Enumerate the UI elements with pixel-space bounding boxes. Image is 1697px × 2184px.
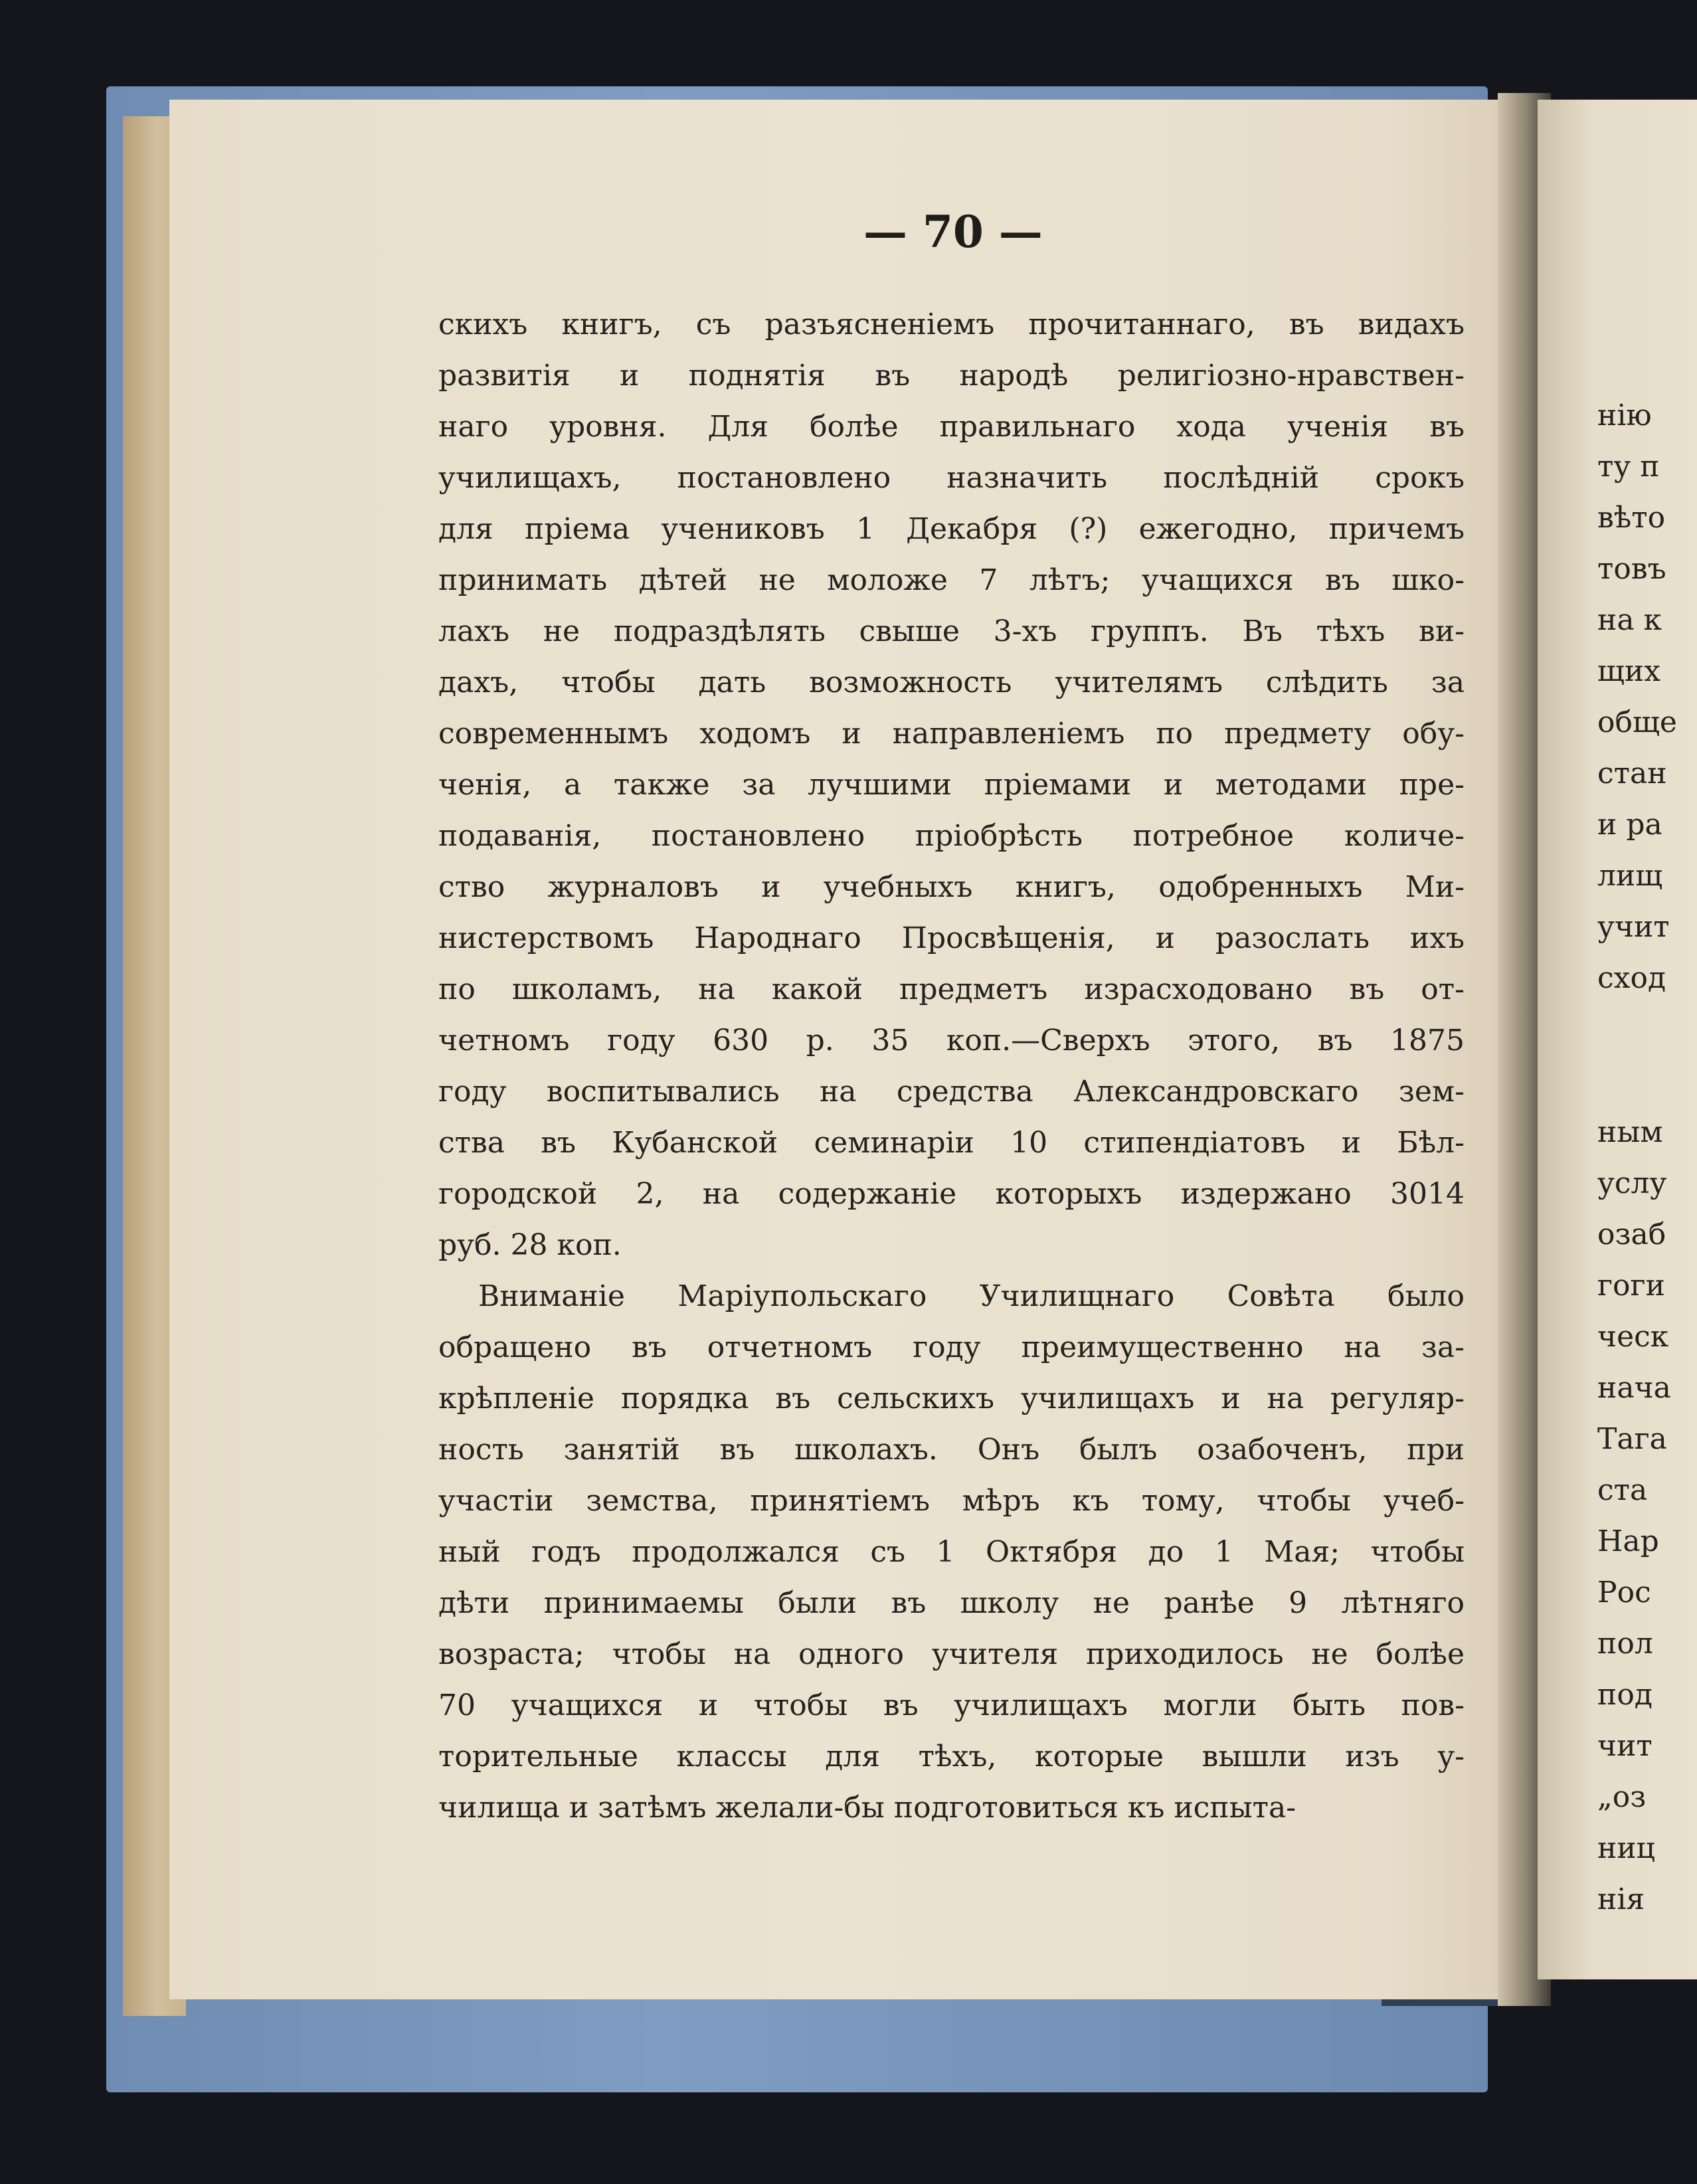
text-line: крѣпленiе порядка въ сельскихъ училищахъ и на регуляр- [438, 1382, 1465, 1415]
text-line: дѣти принимаемы были въ школу не ранѣе 9 лѣтняго [438, 1586, 1465, 1620]
next-page-line: на к [1597, 603, 1662, 637]
next-page-line: услу [1597, 1166, 1667, 1200]
next-page-line: ста [1597, 1473, 1648, 1507]
next-page-line: вѣто [1597, 501, 1666, 535]
next-page-line: ческ [1597, 1320, 1669, 1354]
right-page-fragment [1538, 100, 1697, 1979]
text-line: ство журналовъ и учебныхъ книгъ, одобренныхъ Ми- [438, 870, 1465, 904]
next-page-line: нача [1597, 1371, 1671, 1405]
next-page-line: ниц [1597, 1831, 1655, 1865]
text-line: четномъ году 630 р. 35 коп.—Сверхъ этого, въ 1875 [438, 1024, 1465, 1057]
next-page-line: товъ [1597, 552, 1666, 586]
next-page-line: чит [1597, 1729, 1652, 1763]
text-line: ный годъ продолжался съ 1 Октября до 1 Мая; чтобы [438, 1535, 1465, 1569]
text-line: скихъ книгъ, съ разъясненiемъ прочитаннаго, въ видахъ [438, 308, 1465, 341]
next-page-line: ным [1597, 1115, 1663, 1149]
text-line: возраста; чтобы на одного учителя приходилось не болѣе [438, 1637, 1465, 1671]
text-line: для прiема учениковъ 1 Декабря (?) ежегодно, причемъ [438, 512, 1465, 546]
next-page-line: стан [1597, 757, 1667, 790]
page-number: — 70 — [863, 206, 1043, 258]
next-page-line: обще [1597, 705, 1677, 739]
text-line: принимать дѣтей не моложе 7 лѣтъ; учащихся въ шко- [438, 563, 1465, 597]
next-page-line: ту п [1597, 450, 1660, 484]
next-page-line: сход [1597, 961, 1666, 995]
next-page-line: нiя [1597, 1882, 1645, 1916]
next-page-line: Рос [1597, 1576, 1651, 1609]
text-line: обращено въ отчетномъ году преимущественно на за- [438, 1330, 1465, 1364]
next-page-line: гоги [1597, 1269, 1665, 1303]
next-page-line: и ра [1597, 808, 1662, 842]
next-page-line: пол [1597, 1627, 1653, 1661]
next-page-line: Тага [1597, 1422, 1667, 1456]
text-line: современнымъ ходомъ и направленiемъ по предмету обу- [438, 717, 1465, 751]
text-line: развитiя и поднятiя въ народѣ религiозно-нравствен- [438, 359, 1465, 393]
text-line: ность занятiй въ школахъ. Онъ былъ озабоченъ, при [438, 1433, 1465, 1467]
next-page-line: под [1597, 1678, 1652, 1712]
text-line: дахъ, чтобы дать возможность учителямъ слѣдить за [438, 666, 1465, 699]
text-line: ства въ Кубанской семинарiи 10 стипендiатовъ и Бѣл- [438, 1126, 1465, 1160]
body-text [438, 299, 1465, 1833]
next-page-line: щих [1597, 654, 1661, 688]
text-line: наго уровня. Для болѣе правильнаго хода ученiя въ [438, 410, 1465, 444]
text-line: подаванiя, постановлено прiобрѣсть потребное количе- [438, 819, 1465, 853]
next-page-line: учит [1597, 910, 1670, 944]
next-page-line: Нар [1597, 1524, 1659, 1558]
text-line: участiи земства, принятiемъ мѣръ къ тому, чтобы учеб- [438, 1484, 1465, 1518]
text-line: чилища и затѣмъ желали-бы подготовиться къ испыта- [438, 1791, 1296, 1825]
next-page-line: нiю [1597, 399, 1652, 432]
text-line: Вниманiе Марiупольскаго Училищнаго Совѣта было [478, 1279, 1465, 1313]
next-page-line: лищ [1597, 859, 1663, 893]
text-line: году воспитывались на средства Александровскаго зем- [438, 1075, 1465, 1109]
text-line: городской 2, на содержанiе которыхъ издержано 3014 [438, 1177, 1465, 1211]
text-line: нистерствомъ Народнаго Просвѣщенiя, и разослать ихъ [438, 921, 1465, 955]
text-line: училищахъ, постановлено назначить послѣднiй срокъ [438, 461, 1465, 495]
text-line: по школамъ, на какой предметъ израсходовано въ от- [438, 972, 1465, 1006]
next-page-line: озаб [1597, 1218, 1666, 1251]
next-page-line: „оз [1597, 1780, 1647, 1814]
text-line: ченiя, а также за лучшими прiемами и методами пре- [438, 768, 1465, 802]
text-line: руб. 28 коп. [438, 1228, 622, 1262]
text-line: торительные классы для тѣхъ, которые вышли изъ у- [438, 1740, 1465, 1774]
right-page-text [1538, 399, 1677, 1934]
text-line: 70 учащихся и чтобы въ училищахъ могли быть пов- [438, 1688, 1465, 1722]
text-line: лахъ не подраздѣлять свыше 3-хъ группъ. Въ тѣхъ ви- [438, 614, 1465, 648]
